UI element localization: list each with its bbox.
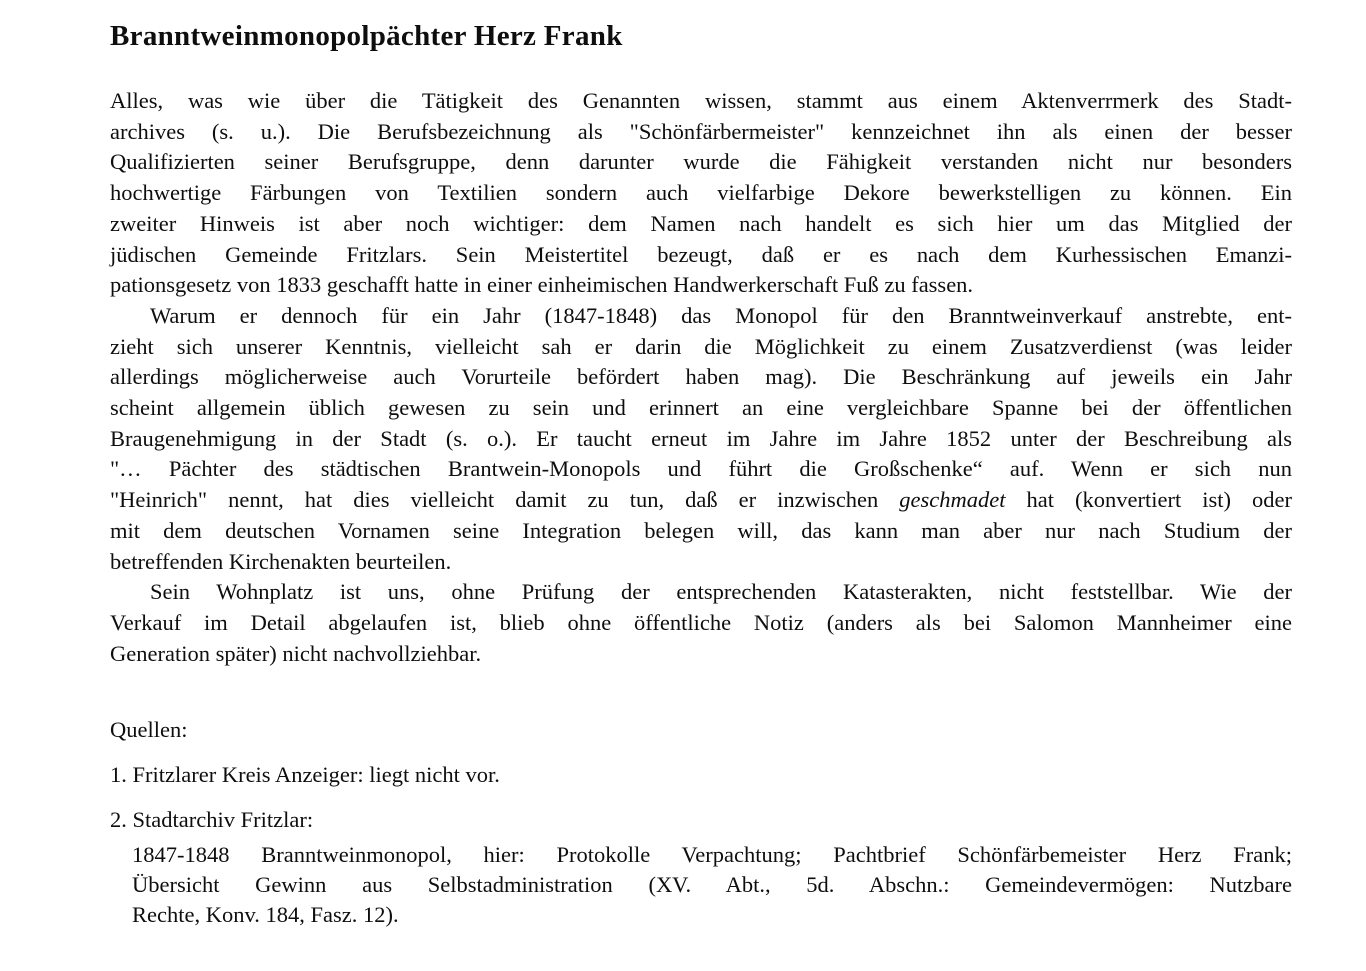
source-item: 2. Stadtarchiv Fritzlar:	[110, 806, 314, 832]
text-line: scheint allgemein üblich gewesen zu sein und erinnert an eine vergleichbare Spanne bei der öffentlichen	[110, 395, 1292, 421]
text-line: pationsgesetz von 1833 geschafft hatte in einer einheimischen Handwerkerschaft Fuß zu fassen.	[110, 272, 974, 298]
sources-heading: Quellen:	[110, 717, 188, 743]
text-line: betreffenden Kirchenakten beurteilen.	[110, 548, 452, 574]
text-line: jüdischen Gemeinde Fritzlars. Sein Meistertitel bezeugt, daß er es nach dem Kurhessischen Emanzi-	[110, 241, 1292, 267]
text-line: "Heinrich" nennt, hat dies vielleicht damit zu tun, daß er inzwischen geschmadet hat (konvertiert ist) oder	[110, 487, 1292, 513]
archive-detail	[110, 840, 1292, 930]
paragraph	[110, 86, 1292, 301]
text-line: archives (s. u.). Die Berufsbezeichnung als "Schönfärbermeister" kennzeichnet ihn als einen der besser	[110, 118, 1292, 144]
text-line: mit dem deutschen Vornamen seine Integration belegen will, das kann man aber nur nach Studium der	[110, 517, 1292, 543]
text-line: Rechte, Konv. 184, Fasz. 12).	[132, 902, 399, 928]
text-line: Alles, was wie über die Tätigkeit des Genannten wissen, stammt aus einem Aktenverrmerk des Stadt-	[110, 88, 1292, 113]
paragraph	[110, 301, 1292, 577]
text-line: Sein Wohnplatz ist uns, ohne Prüfung der entsprechenden Katasterakten, nicht feststellbar. Wie der	[150, 579, 1292, 605]
text-line: Übersicht Gewinn aus Selbstadministration (XV. Abt., 5d. Abschn.: Gemeindevermögen: Nutzbare	[132, 872, 1292, 898]
text-line: zieht sich unserer Kenntnis, vielleicht sah er darin die Möglichkeit zu einem Zusatzverdienst (was leider	[110, 333, 1292, 359]
body-text	[110, 86, 1292, 669]
text-line: Generation später) nicht nachvollziehbar.	[110, 640, 482, 666]
text-line: Qualifizierten seiner Berufsgruppe, denn darunter wurde die Fähigkeit verstanden nicht nur besonders	[110, 149, 1292, 175]
page-title: Branntweinmonopolpächter Herz Frank	[110, 20, 623, 52]
text-line: hochwertige Färbungen von Textilien sondern auch vielfarbige Dekore bewerkstelligen zu können. Ein	[110, 180, 1292, 206]
text-line: Braugenehmigung in der Stadt (s. o.). Er taucht erneut im Jahre im Jahre 1852 unter der Beschreibung als	[110, 425, 1292, 451]
text-line: Verkauf im Detail abgelaufen ist, blieb ohne öffentliche Notiz (anders als bei Salomon Mannheimer eine	[110, 609, 1292, 635]
text-line: zweiter Hinweis ist aber noch wichtiger: dem Namen nach handelt es sich hier um das Mitglied der	[110, 210, 1292, 236]
paragraph	[110, 577, 1292, 669]
text-line: Warum er dennoch für ein Jahr (1847-1848) das Monopol für den Branntweinverkauf anstrebte, ent-	[150, 302, 1292, 328]
text-line: 1847-1848 Branntweinmonopol, hier: Protokolle Verpachtung; Pachtbrief Schönfärbemeister Herz Frank;	[132, 842, 1292, 868]
text-line: allerdings möglicherweise auch Vorurteile befördert haben mag). Die Beschränkung auf jeweils ein Jahr	[110, 364, 1292, 390]
source-item: 1. Fritzlarer Kreis Anzeiger: liegt nicht vor.	[110, 762, 500, 788]
text-line: "… Pächter des städtischen Brantwein-Monopols und führt die Großschenke“ auf. Wenn er sich nun	[110, 456, 1292, 482]
